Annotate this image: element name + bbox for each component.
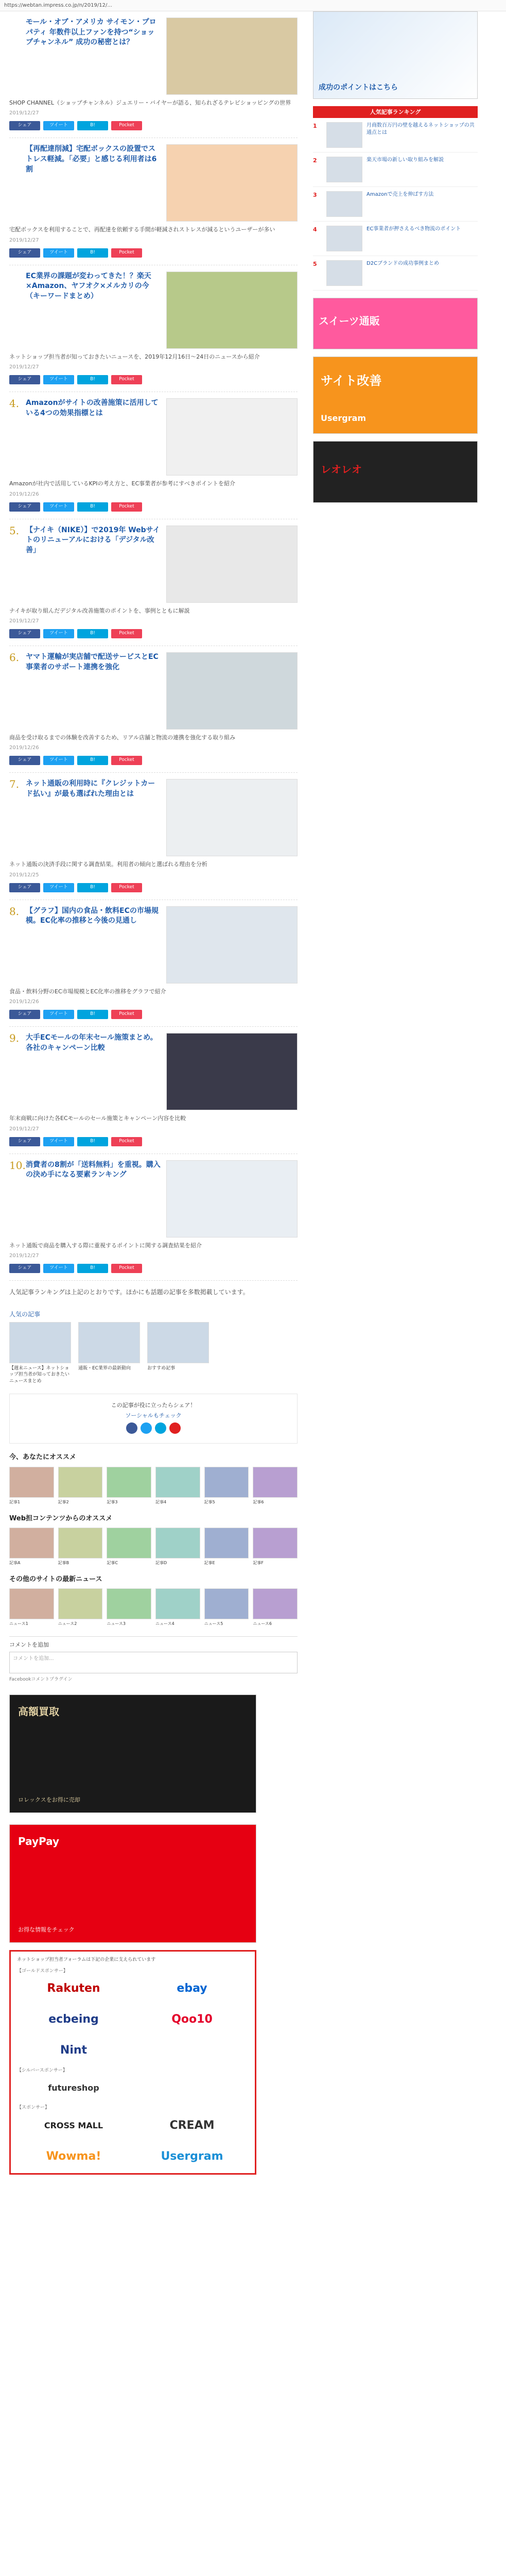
ranking-text: 月商数百万円の壁を越えるネットショップの共通点とは	[367, 123, 475, 136]
article-title-link[interactable]: 【再配達削減】宅配ボックスの設置でストレス軽減。「必要」と感じる利用者は6割	[26, 145, 157, 174]
other-sites-thumbnail	[155, 1588, 200, 1619]
share-buttons	[9, 1264, 298, 1273]
web-recommend-text: 記事F	[253, 1561, 264, 1566]
ad-headline: 高額買取	[18, 1705, 59, 1718]
web-recommend-text: 記事B	[58, 1561, 69, 1566]
hatena-bookmark-button[interactable]: B!	[77, 502, 108, 512]
ranking-number: 5	[313, 261, 317, 268]
recommend-thumbnail	[155, 1467, 200, 1498]
article-item	[9, 11, 298, 138]
share-buttons	[9, 121, 298, 130]
article-description: ネット通販で商品を購入する際に重視するポイントに関する調査結果を紹介	[9, 1242, 202, 1249]
pocket-button[interactable]: Pocket	[111, 1137, 142, 1146]
article-date: 2019/12/27	[9, 237, 39, 243]
recommend-item[interactable]	[9, 1467, 54, 1505]
related-card[interactable]	[9, 1322, 71, 1385]
article-row	[9, 652, 298, 730]
article-row	[9, 1033, 298, 1110]
web-recommend-item[interactable]	[9, 1528, 54, 1566]
sponsor-group-label: 【シルバースポンサー】	[17, 2067, 67, 2073]
article-description: ネットショップ担当者が知っておきたいニュースを、2019年12月16日〜24日のニュースから紹介	[9, 353, 260, 360]
facebook-share-button[interactable]: シェア	[9, 883, 40, 892]
sidebar-banner[interactable]	[313, 11, 478, 99]
share-buttons	[9, 1137, 298, 1146]
ad-subtext: ロレックスをお得に売却	[18, 1797, 80, 1804]
sponsor-group-label: 【ゴールドスポンサー】	[17, 1969, 68, 1974]
sponsor-logo[interactable]: ebay	[177, 1982, 207, 1995]
article-thumbnail[interactable]	[166, 18, 298, 95]
recommend-title: 今、あなたにオススメ	[9, 1453, 76, 1462]
recommend-item[interactable]	[204, 1467, 249, 1505]
sponsor-logo[interactable]: CROSS MALL	[44, 2120, 103, 2130]
social-circle-icon[interactable]	[169, 1422, 181, 1434]
related-card[interactable]	[78, 1322, 140, 1385]
recommend-item[interactable]	[107, 1467, 151, 1505]
article-thumbnail[interactable]	[166, 526, 298, 603]
article-date: 2019/12/27	[9, 1126, 39, 1132]
sidebar-banner-text: サイト改善	[321, 374, 382, 388]
article-description: SHOP CHANNEL（ショップチャンネル）ジュエリー・バイヤーが語る、知られざるテレビショッピングの世界	[9, 99, 291, 106]
recommend-text: 記事2	[58, 1499, 69, 1504]
ranking-item[interactable]	[313, 152, 478, 187]
sidebar-banner-text: レオレオ	[321, 463, 362, 476]
recommend-text: 記事4	[155, 1499, 167, 1504]
article-date: 2019/12/27	[9, 364, 39, 370]
related-thumbnail	[9, 1322, 71, 1363]
web-recommend-thumbnail	[253, 1528, 298, 1558]
web-recommend-text: 記事A	[9, 1561, 21, 1566]
pocket-button[interactable]: Pocket	[111, 629, 142, 638]
sidebar-banner-text: スイーツ通販	[319, 315, 380, 328]
comments-section	[9, 1636, 298, 1683]
related-text: おすすめ記事	[147, 1365, 176, 1371]
other-sites-grid	[9, 1588, 298, 1626]
recommend-item[interactable]	[58, 1467, 103, 1505]
web-recommend-thumbnail	[155, 1528, 200, 1558]
pocket-button[interactable]: Pocket	[111, 1010, 142, 1019]
related-text: 【週末ニュース】ネットショップ担当者が知っておきたいニュースまとめ	[9, 1365, 70, 1384]
ranking-thumbnail	[326, 191, 362, 217]
article-row	[9, 398, 298, 476]
ranking-item[interactable]	[313, 256, 478, 291]
paypay-ad-banner[interactable]	[9, 1824, 256, 1943]
address-bar[interactable]: https://webtan.impress.co.jp/n/2019/12/...	[0, 0, 506, 11]
pocket-button[interactable]: Pocket	[111, 1264, 142, 1273]
share-buttons	[9, 1010, 298, 1019]
other-sites-thumbnail	[204, 1588, 249, 1619]
related-list	[9, 1322, 298, 1385]
twitter-share-button[interactable]: ツイート	[43, 1137, 74, 1146]
recommend-text: 記事1	[9, 1499, 21, 1504]
sidebar-banner[interactable]	[313, 298, 478, 349]
article-description: 宅配ボックスを利用することで、再配達を依頼する手間が軽減されストレスが減るというユーザーが多い	[9, 226, 275, 233]
facebook-share-button[interactable]: シェア	[9, 121, 40, 130]
sidebar-ad-2[interactable]	[313, 298, 478, 349]
article-item	[9, 138, 298, 265]
web-recommend-item[interactable]	[107, 1528, 151, 1566]
hatena-bookmark-button[interactable]: B!	[77, 629, 108, 638]
article-title-link[interactable]: EC業界の課題が変わってきた！？楽天×Amazon、ヤフオク×メルカリの今（キーワードまとめ）	[26, 272, 151, 300]
facebook-share-button[interactable]: シェア	[9, 502, 40, 512]
social-circle-icon[interactable]	[155, 1422, 166, 1434]
twitter-share-button[interactable]: ツイート	[43, 1010, 74, 1019]
other-sites-text: ニュース1	[9, 1621, 28, 1626]
sponsor-logo[interactable]: CREAM	[169, 2119, 215, 2132]
page	[0, 11, 506, 2576]
other-sites-text: ニュース5	[204, 1621, 223, 1626]
share-buttons	[9, 375, 298, 384]
pocket-button[interactable]: Pocket	[111, 883, 142, 892]
facebook-share-button[interactable]: シェア	[9, 1137, 40, 1146]
article-item	[9, 265, 298, 392]
article-row	[9, 526, 298, 603]
web-recommend-thumbnail	[204, 1528, 249, 1558]
social-circle-icon[interactable]	[141, 1422, 152, 1434]
article-description: 食品・飲料分野のEC市場規模とEC化率の推移をグラフで紹介	[9, 988, 166, 995]
other-sites-text: ニュース3	[107, 1621, 126, 1626]
other-sites-text: ニュース4	[155, 1621, 175, 1626]
article-number: 8.	[9, 905, 20, 918]
recommend-item[interactable]	[253, 1467, 298, 1505]
hatena-bookmark-button[interactable]: B!	[77, 1137, 108, 1146]
related-title: 人気の記事	[9, 1310, 41, 1318]
share-buttons	[9, 502, 298, 512]
article-row	[9, 144, 298, 222]
recommend-thumbnail	[9, 1467, 54, 1498]
facebook-share-button[interactable]: シェア	[9, 629, 40, 638]
sidebar	[313, 11, 478, 510]
article-description: ナイキが取り組んだデジタル改善施策のポイントを、事例とともに解説	[9, 607, 190, 614]
article-date: 2019/12/25	[9, 872, 39, 878]
ad-subtext: お得な情報をチェック	[18, 1926, 75, 1934]
article-date: 2019/12/26	[9, 745, 39, 751]
hatena-bookmark-button[interactable]: B!	[77, 756, 108, 765]
ranking-text: Amazonで売上を伸ばす方法	[367, 192, 434, 198]
related-text: 通販・EC業界の最新動向	[78, 1365, 131, 1371]
sidebar-ad-4[interactable]	[313, 441, 478, 503]
article-item	[9, 773, 298, 900]
share-buttons	[9, 629, 298, 638]
other-sites-item[interactable]	[253, 1588, 298, 1626]
other-sites-item[interactable]	[58, 1588, 103, 1626]
sponsor-logos	[17, 2114, 249, 2168]
sidebar-banner[interactable]	[313, 441, 478, 503]
twitter-share-button[interactable]: ツイート	[43, 629, 74, 638]
article-description: 商品を受け取るまでの体験を改善するため、リアル店舗と物流の連携を強化する取り組み	[9, 734, 236, 741]
sponsor-box	[9, 1950, 256, 2175]
other-sites-item[interactable]	[107, 1588, 151, 1626]
sponsor-group-label: 【スポンサー】	[17, 2105, 50, 2111]
web-recommend-text: 記事E	[204, 1561, 215, 1566]
recommend-text: 記事5	[204, 1499, 215, 1504]
pocket-button[interactable]: Pocket	[111, 502, 142, 512]
sidebar-banner[interactable]	[313, 357, 478, 434]
sidebar-ad-3[interactable]	[313, 357, 478, 434]
hatena-bookmark-button[interactable]: B!	[77, 883, 108, 892]
ranking-thumbnail	[326, 260, 362, 286]
web-recommend-thumbnail	[58, 1528, 103, 1558]
article-item	[9, 646, 298, 773]
web-recommend-item[interactable]	[204, 1528, 249, 1566]
recommend-thumbnail	[107, 1467, 151, 1498]
rolex-ad-banner[interactable]	[9, 1694, 256, 1813]
follow-box	[9, 1394, 298, 1444]
recommend-text: 記事6	[253, 1499, 264, 1504]
other-sites-text: ニュース6	[253, 1621, 272, 1626]
comments-label: コメントを追加	[9, 1641, 49, 1648]
article-item	[9, 392, 298, 519]
social-circle-icon[interactable]	[126, 1422, 137, 1434]
twitter-share-button[interactable]: ツイート	[43, 502, 74, 512]
pocket-button[interactable]: Pocket	[111, 375, 142, 384]
hatena-bookmark-button[interactable]: B!	[77, 121, 108, 130]
sponsor-logo[interactable]: Nint	[60, 2044, 88, 2057]
recommend-thumbnail	[58, 1467, 103, 1498]
other-sites-thumbnail	[58, 1588, 103, 1619]
web-recommend-text: 記事D	[155, 1561, 167, 1566]
comments-plugin-note: Facebookコメントプラグイン	[9, 1676, 73, 1682]
pocket-button[interactable]: Pocket	[111, 756, 142, 765]
web-recommend-title: Web担コンテンツからのオススメ	[9, 1514, 113, 1522]
ranking-item[interactable]	[313, 118, 478, 152]
other-sites-thumbnail	[107, 1588, 151, 1619]
ranking-number: 1	[313, 123, 317, 130]
twitter-share-button[interactable]: ツイート	[43, 883, 74, 892]
other-sites-item[interactable]	[204, 1588, 249, 1626]
web-recommend-item[interactable]	[253, 1528, 298, 1566]
other-sites-item[interactable]	[9, 1588, 54, 1626]
article-description: 年末商戦に向けた各ECモールのセール施策とキャンペーン内容を比較	[9, 1115, 186, 1122]
recommend-thumbnail	[253, 1467, 298, 1498]
comment-input[interactable]: コメントを追加...	[9, 1652, 298, 1673]
article-number: 6.	[9, 651, 20, 664]
twitter-share-button[interactable]: ツイート	[43, 121, 74, 130]
follow-sub: ソーシャルもチェック	[125, 1412, 182, 1419]
ranking-title: 人気記事ランキング	[313, 106, 478, 118]
twitter-share-button[interactable]: ツイート	[43, 1264, 74, 1273]
article-number: 7.	[9, 778, 20, 791]
ranking-text: D2Cブランドの成功事例まとめ	[367, 261, 440, 267]
hatena-bookmark-button[interactable]: B!	[77, 375, 108, 384]
article-date: 2019/12/26	[9, 999, 39, 1005]
web-recommend-text: 記事C	[107, 1561, 118, 1566]
facebook-share-button[interactable]: シェア	[9, 756, 40, 765]
share-buttons	[9, 756, 298, 765]
twitter-share-button[interactable]: ツイート	[43, 375, 74, 384]
article-number: 9.	[9, 1032, 20, 1045]
web-recommend-item[interactable]	[58, 1528, 103, 1566]
article-number: 5.	[9, 524, 20, 537]
ranking-block	[313, 106, 478, 291]
article-thumbnail[interactable]	[166, 398, 298, 476]
article-item	[9, 1027, 298, 1154]
other-sites-title: その他のサイトの最新ニュース	[9, 1575, 102, 1584]
article-number: 10.	[9, 1159, 26, 1172]
twitter-share-button[interactable]: ツイート	[43, 756, 74, 765]
main-column	[9, 11, 298, 2175]
sponsor-intro: ネットショップ担当者フォーラムは下記の企業に支えられています	[17, 1957, 156, 1962]
article-row	[9, 1160, 298, 1238]
ranking-thumbnail	[326, 122, 362, 148]
recommend-item[interactable]	[155, 1467, 200, 1505]
sponsor-logos	[17, 2077, 249, 2099]
ranking-number: 2	[313, 157, 317, 164]
article-title-link[interactable]: ヤマト運輸が実店舗で配送サービスとEC事業者のサポート連携を強化	[26, 652, 159, 671]
share-buttons	[9, 248, 298, 258]
facebook-share-button[interactable]: シェア	[9, 1010, 40, 1019]
article-row	[9, 779, 298, 856]
follow-text: この記事が役に立ったらシェア！	[111, 1402, 196, 1409]
related-thumbnail	[147, 1322, 209, 1363]
ranking-number: 3	[313, 192, 317, 199]
pocket-button[interactable]: Pocket	[111, 121, 142, 130]
article-description: ネット通販の決済手段に関する調査結果。利用者の傾向と選ばれる理由を分析	[9, 861, 207, 868]
article-date: 2019/12/27	[9, 1252, 39, 1259]
web-recommend-grid	[9, 1528, 298, 1566]
article-title-link[interactable]: 【ナイキ（NIKE）】で2019年 Webサイトのリニューアルにおける「デジタル改善」	[26, 526, 160, 554]
ad-headline: PayPay	[18, 1835, 60, 1848]
article-item	[9, 900, 298, 1027]
article-thumbnail[interactable]	[166, 1160, 298, 1238]
article-row	[9, 272, 298, 349]
facebook-share-button[interactable]: シェア	[9, 248, 40, 258]
ranking-number: 4	[313, 226, 317, 233]
sponsor-logo[interactable]: ecbeing	[48, 2013, 99, 2026]
other-sites-text: ニュース2	[58, 1621, 77, 1626]
hatena-bookmark-button[interactable]: B!	[77, 1264, 108, 1273]
article-thumbnail[interactable]	[166, 652, 298, 730]
web-recommend-item[interactable]	[155, 1528, 200, 1566]
ranking-thumbnail	[326, 226, 362, 251]
ranking-thumbnail	[326, 157, 362, 182]
article-date: 2019/12/27	[9, 618, 39, 624]
ranking-text: 楽天市場の新しい取り組みを解説	[367, 157, 444, 163]
ranking-item[interactable]	[313, 187, 478, 222]
other-sites-thumbnail	[253, 1588, 298, 1619]
sponsor-logo[interactable]: Wowma!	[46, 2149, 101, 2163]
article-date: 2019/12/27	[9, 110, 39, 116]
article-number: 4.	[9, 397, 20, 410]
ranking-text: EC事業者が押さえるべき物流のポイント	[367, 226, 461, 232]
web-recommend-thumbnail	[9, 1528, 54, 1558]
article-title-link[interactable]: 消費者の8割が「送料無料」を重視。購入の決め手になる要素ランキング	[26, 1160, 161, 1179]
article-thumbnail[interactable]	[166, 779, 298, 856]
sidebar-ad-1[interactable]	[313, 11, 478, 99]
sponsor-logo[interactable]: futureshop	[48, 2083, 99, 2093]
article-thumbnail[interactable]	[166, 906, 298, 984]
article-title-link[interactable]: 大手ECモールの年末セール施策まとめ。各社のキャンペーン比較	[26, 1033, 158, 1052]
recommend-thumbnail	[204, 1467, 249, 1498]
related-card[interactable]	[147, 1322, 209, 1385]
article-row	[9, 906, 298, 984]
article-title-link[interactable]: 【グラフ】国内の食品・飲料ECの市場規模。EC化率の推移と今後の見通し	[26, 906, 159, 925]
sponsor-logo[interactable]: Usergram	[161, 2149, 223, 2163]
sponsor-logo[interactable]: Qoo10	[171, 2013, 213, 2026]
summary-text: 人気記事ランキングは上記のとおりです。ほかにも話題の記事を多数掲載しています。	[9, 1288, 249, 1296]
related-thumbnail	[78, 1322, 140, 1363]
pocket-button[interactable]: Pocket	[111, 248, 142, 258]
facebook-share-button[interactable]: シェア	[9, 1264, 40, 1273]
share-buttons	[9, 883, 298, 892]
article-title-link[interactable]: ネット通販の利用時に『クレジットカード払い』が最も選ばれた理由とは	[26, 779, 155, 798]
article-item	[9, 1154, 298, 1281]
sidebar-banner-text: 成功のポイントはこちら	[319, 83, 398, 92]
article-row	[9, 18, 298, 95]
other-sites-thumbnail	[9, 1588, 54, 1619]
article-thumbnail[interactable]	[166, 144, 298, 222]
facebook-share-button[interactable]: シェア	[9, 375, 40, 384]
article-thumbnail[interactable]	[166, 1033, 298, 1110]
sidebar-banner-sub: Usergram	[321, 413, 367, 423]
sponsor-logo[interactable]: Rakuten	[47, 1982, 100, 1995]
recommend-text: 記事3	[107, 1499, 118, 1504]
article-date: 2019/12/26	[9, 491, 39, 497]
article-title-link[interactable]: Amazonがサイトの改善施策に活用している4つの効果指標とは	[26, 399, 159, 417]
article-title-link[interactable]: モール・オブ・アメリカ サイモン・プロパティ 年数件以上ファンを持つ“ショップチャンネル” 成功の秘密とは？	[26, 18, 156, 47]
web-recommend-thumbnail	[107, 1528, 151, 1558]
article-thumbnail[interactable]	[166, 272, 298, 349]
ranking-item[interactable]	[313, 222, 478, 256]
article-item	[9, 519, 298, 646]
hatena-bookmark-button[interactable]: B!	[77, 1010, 108, 1019]
article-description: Amazonが社内で活用しているKPIの考え方と、EC事業者が参考にすべきポイントを紹介	[9, 480, 235, 487]
twitter-share-button[interactable]: ツイート	[43, 248, 74, 258]
other-sites-item[interactable]	[155, 1588, 200, 1626]
recommend-grid	[9, 1467, 298, 1505]
hatena-bookmark-button[interactable]: B!	[77, 248, 108, 258]
sponsor-logos	[17, 1978, 249, 2062]
